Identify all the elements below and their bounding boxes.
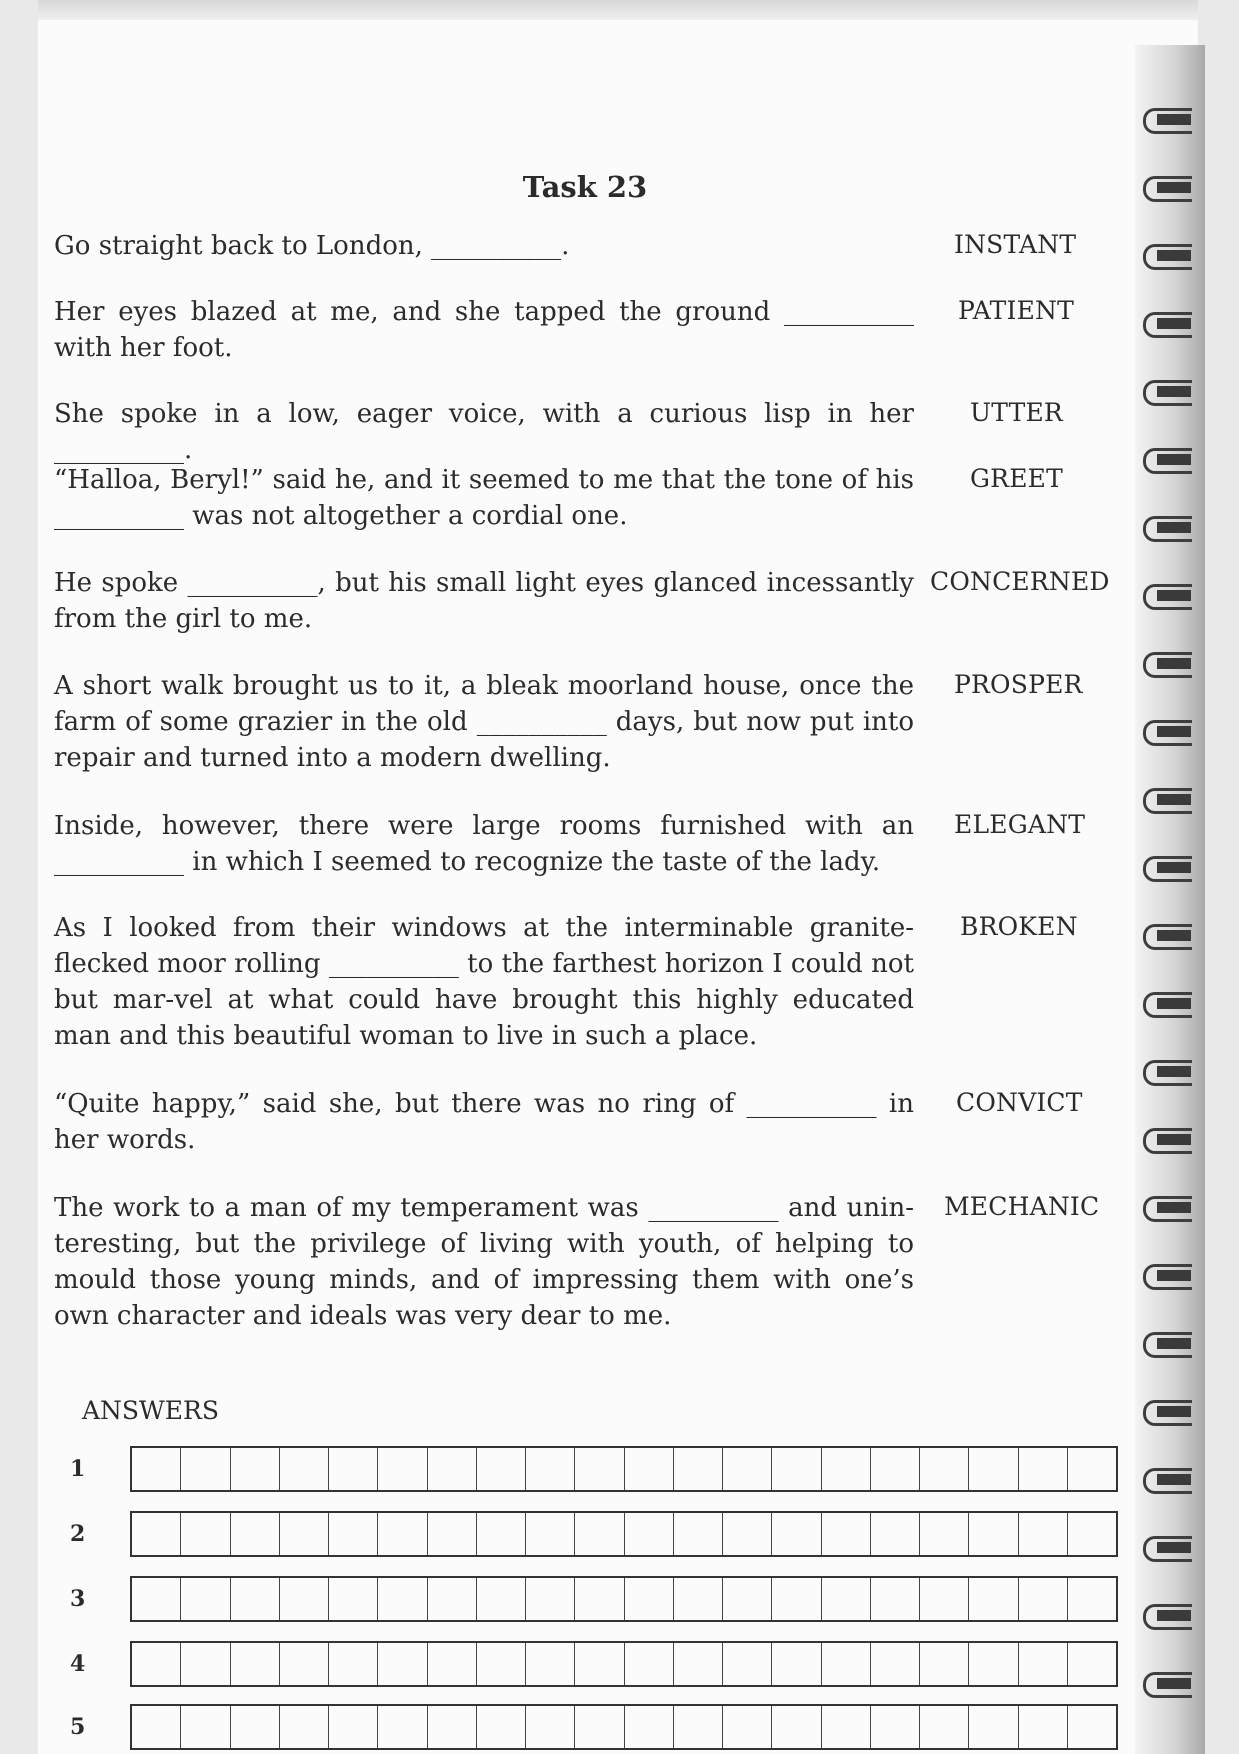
- item-sentence: Go straight back to London, __________.: [54, 231, 570, 261]
- answer-box-grid[interactable]: [130, 1704, 1118, 1750]
- spiral-coil: [1143, 516, 1195, 542]
- answer-box-grid[interactable]: [130, 1641, 1118, 1687]
- answer-row-number: 4: [70, 1651, 86, 1677]
- exercise-item: [54, 1190, 914, 1334]
- spiral-coil: [1143, 720, 1195, 746]
- spiral-coil: [1143, 312, 1195, 338]
- item-sentence: “Quite happy,” said she, but there was no ring of __________ in her words.: [54, 1089, 914, 1155]
- item-sentence: “Halloa, Beryl!” said he, and it seemed to me that the tone of his __________ was not altogether a cordial one.: [54, 465, 914, 531]
- answer-row-number: 5: [70, 1714, 86, 1740]
- item-keyword: PROSPER: [954, 670, 1083, 699]
- spiral-coil: [1143, 448, 1195, 474]
- spiral-coil: [1143, 108, 1195, 134]
- item-keyword: PATIENT: [958, 296, 1074, 325]
- spiral-coil: [1143, 584, 1195, 610]
- item-keyword: CONCERNED: [930, 567, 1110, 596]
- spiral-coil: [1143, 788, 1195, 814]
- item-sentence: He spoke __________, but his small light eyes glanced incessantly from the girl to me.: [54, 568, 914, 634]
- spiral-binding: [1135, 45, 1205, 1754]
- answer-box-grid[interactable]: [130, 1511, 1118, 1557]
- item-sentence: Her eyes blazed at me, and she tapped the ground __________ with her foot.: [54, 297, 914, 363]
- exercise-item: [54, 294, 914, 366]
- answer-row-number: 1: [70, 1456, 86, 1482]
- spiral-coil: [1143, 176, 1195, 202]
- item-keyword: BROKEN: [960, 912, 1078, 941]
- item-keyword: UTTER: [970, 398, 1063, 427]
- exercise-item: [54, 808, 914, 880]
- exercise-item: [54, 910, 914, 1054]
- answer-box-grid[interactable]: [130, 1576, 1118, 1622]
- item-sentence: Inside, however, there were large rooms furnished with an __________ in which I seemed to recognize the taste of the lady.: [54, 811, 914, 877]
- spiral-coil: [1143, 652, 1195, 678]
- exercise-item: [54, 565, 914, 637]
- spiral-coil: [1143, 380, 1195, 406]
- spiral-coil: [1143, 1672, 1195, 1698]
- exercise-item: [54, 228, 914, 264]
- spiral-coil: [1143, 1196, 1195, 1222]
- spiral-coil: [1143, 1128, 1195, 1154]
- spiral-coil: [1143, 1264, 1195, 1290]
- spiral-coil: [1143, 1468, 1195, 1494]
- item-sentence: The work to a man of my temperament was __________ and unin-teresting, but the privilege of living with youth, of helping to mould those young minds, and of impressing them with one’s own character and ideals was very dear to me.: [54, 1193, 914, 1331]
- answers-heading: ANSWERS: [82, 1396, 219, 1425]
- answer-row-number: 3: [70, 1586, 86, 1612]
- item-keyword: CONVICT: [956, 1088, 1083, 1117]
- spiral-coil: [1143, 1400, 1195, 1426]
- exercise-item: [54, 668, 914, 776]
- spiral-coil: [1143, 1332, 1195, 1358]
- exercise-item: [54, 1086, 914, 1158]
- spiral-coil: [1143, 1060, 1195, 1086]
- item-sentence: She spoke in a low, eager voice, with a curious lisp in her __________.: [54, 399, 914, 465]
- spiral-coil: [1143, 1604, 1195, 1630]
- item-keyword: ELEGANT: [954, 810, 1086, 839]
- spiral-coil: [1143, 992, 1195, 1018]
- spiral-coil: [1143, 1536, 1195, 1562]
- item-keyword: MECHANIC: [944, 1192, 1100, 1221]
- spiral-coil: [1143, 856, 1195, 882]
- page-top-edge: [38, 0, 1198, 20]
- task-title: Task 23: [522, 170, 648, 204]
- spiral-coil: [1143, 924, 1195, 950]
- item-sentence: As I looked from their windows at the interminable granite-flecked moor rolling __________ to the farthest horizon I could not but mar-vel at what could have brought this highly educated man and this beautiful woman to live in such a place.: [54, 913, 914, 1051]
- answer-box-grid[interactable]: [130, 1446, 1118, 1492]
- worksheet-page: [38, 20, 1198, 1754]
- item-keyword: GREET: [970, 464, 1063, 493]
- item-sentence: A short walk brought us to it, a bleak moorland house, once the farm of some grazier in the old __________ days, but now put into repair and turned into a modern dwelling.: [54, 671, 914, 773]
- answer-row-number: 2: [70, 1521, 86, 1547]
- exercise-item: [54, 462, 914, 534]
- item-keyword: INSTANT: [954, 230, 1077, 259]
- exercise-item: [54, 396, 914, 468]
- spiral-coil: [1143, 244, 1195, 270]
